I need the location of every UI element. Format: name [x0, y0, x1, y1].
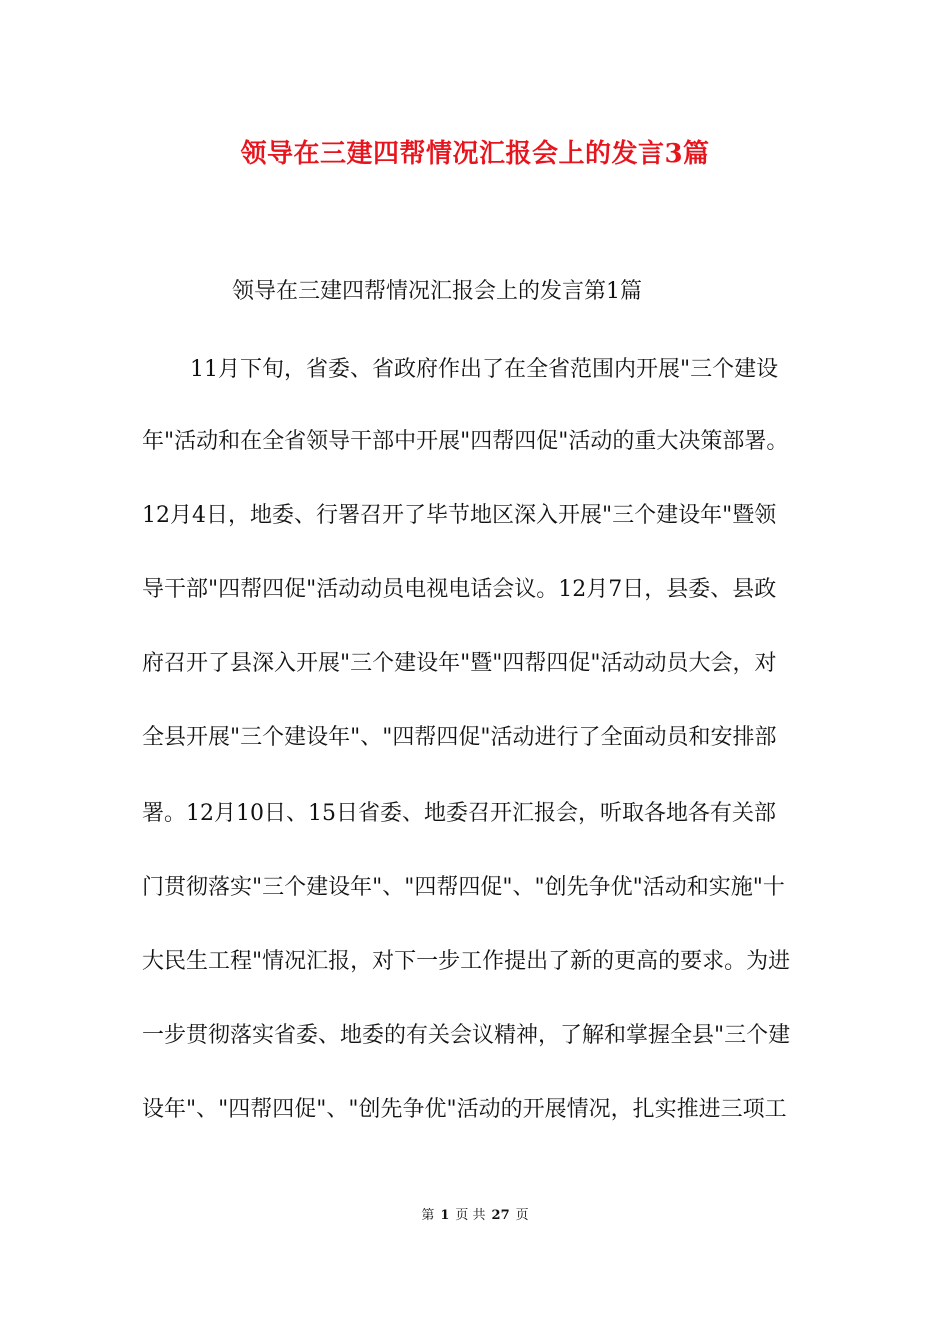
- paragraph-line: 年"活动和在全省领导干部中开展"四帮四促"活动的重大决策部署。: [142, 429, 789, 454]
- page-footer: [0, 1206, 950, 1226]
- paragraph-line: 门贯彻落实"三个建设年"、"四帮四促"、"创先争优"活动和实施"十: [142, 875, 785, 900]
- paragraph-line: 11月下旬，省委、省政府作出了在全省范围内开展"三个建设: [190, 357, 779, 382]
- paragraph-line: 署。12月10日、15日省委、地委召开汇报会，听取各地各有关部: [142, 801, 776, 826]
- footer-total-pages: 27: [491, 1208, 510, 1223]
- footer-suffix: 页: [515, 1208, 529, 1223]
- paragraph-line: 府召开了县深入开展"三个建设年"暨"四帮四促"活动动员大会，对: [142, 651, 777, 676]
- paragraph-line: 导干部"四帮四促"活动动员电视电话会议。12月7日，县委、县政: [142, 577, 777, 602]
- footer-middle: 页 共: [455, 1208, 486, 1223]
- paragraph-line: 12月4日，地委、行署召开了毕节地区深入开展"三个建设年"暨领: [142, 503, 777, 528]
- section-heading: 领导在三建四帮情况汇报会上的发言第1篇: [232, 279, 642, 304]
- paragraph-line: 设年"、"四帮四促"、"创先争优"活动的开展情况，扎实推进三项工: [142, 1097, 787, 1122]
- paragraph-line: 大民生工程"情况汇报，对下一步工作提出了新的更高的要求。为进: [142, 949, 791, 974]
- footer-prefix: 第: [421, 1208, 435, 1223]
- footer-current-page: 1: [440, 1208, 450, 1223]
- document-title: 领导在三建四帮情况汇报会上的发言3篇: [240, 139, 710, 169]
- paragraph-line: 一步贯彻落实省委、地委的有关会议精神，了解和掌握全县"三个建: [142, 1023, 791, 1048]
- paragraph-line: 全县开展"三个建设年"、"四帮四促"活动进行了全面动员和安排部: [142, 725, 777, 750]
